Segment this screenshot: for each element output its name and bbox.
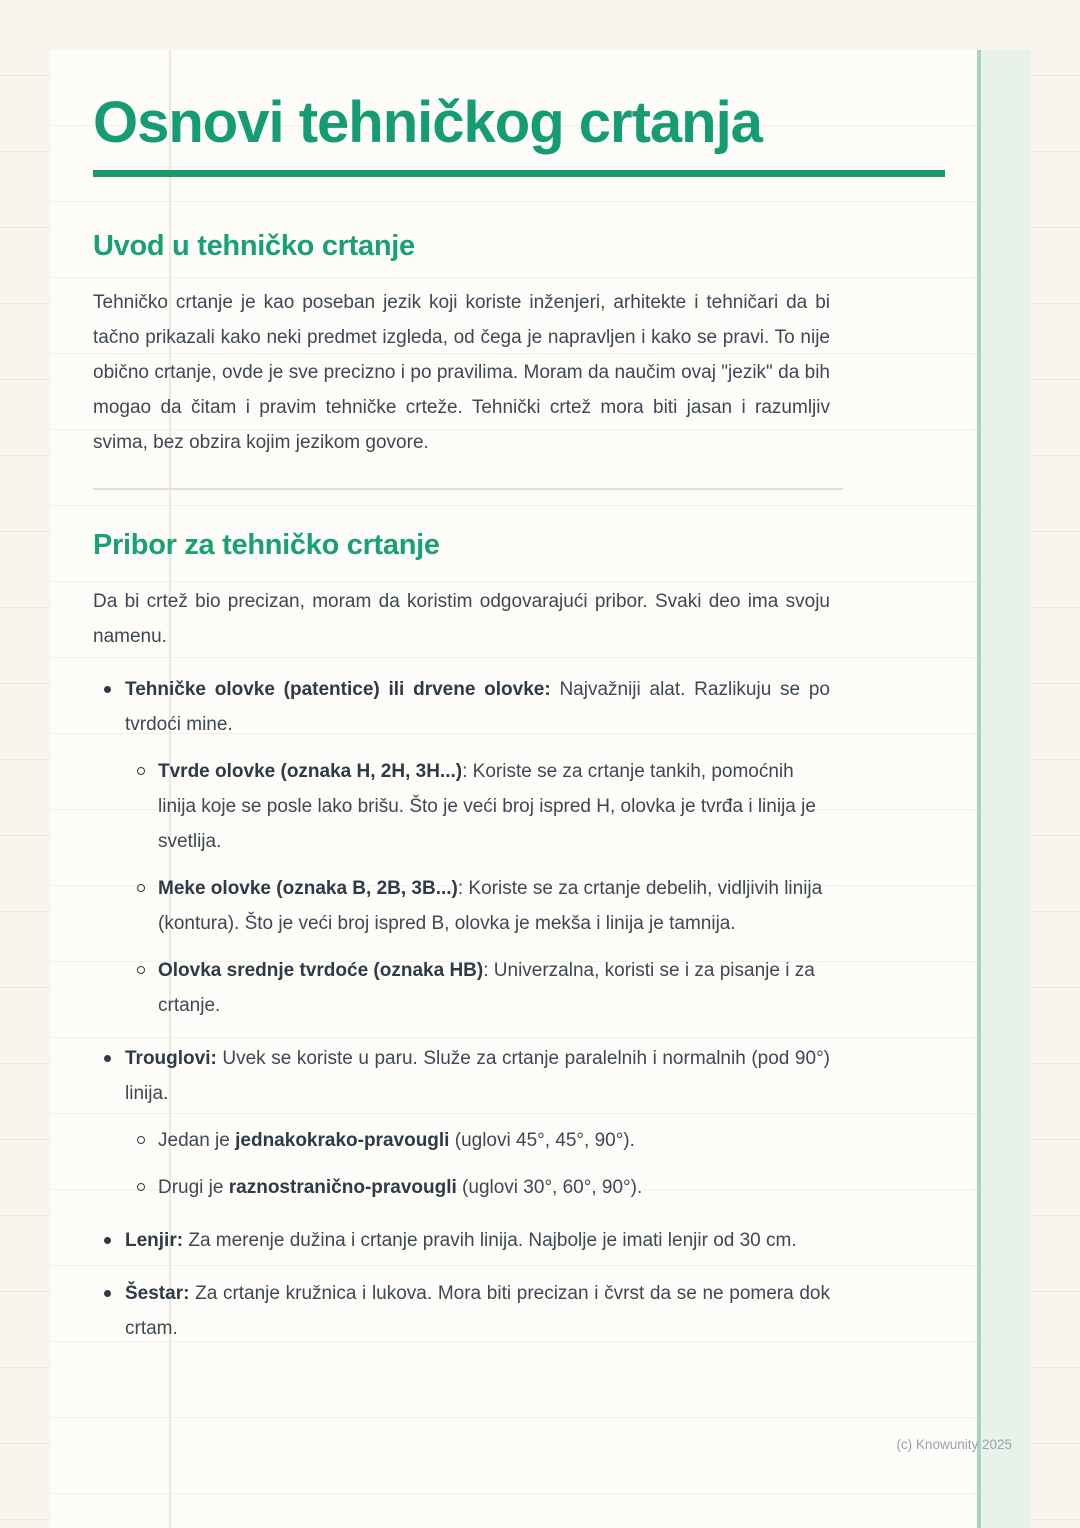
- title-underline-rule: [93, 170, 945, 177]
- item-lead-bold: Trouglovi:: [125, 1048, 217, 1069]
- list-item-hb-pencil: [125, 953, 830, 1023]
- item-text: (uglovi 30°, 60°, 90°).: [456, 1177, 643, 1198]
- section-divider: [93, 488, 843, 490]
- tools-lead-paragraph: Da bi crtež bio precizan, moram da koristim odgovarajući pribor. Svaki deo ima svoju namenu.: [93, 591, 830, 647]
- item-text-pre: Drugi je: [158, 1177, 229, 1198]
- item-text: Uvek se koriste u paru. Služe za crtanje paralelnih i normalnih (pod 90°) linija.: [125, 1048, 830, 1104]
- item-lead-bold: Šestar:: [125, 1283, 190, 1304]
- list-item-compass: [93, 1276, 830, 1346]
- list-item-ruler: [93, 1223, 830, 1258]
- pencils-sub-list: [125, 754, 830, 1023]
- item-inline-bold: jednakokrako-pravougli: [235, 1130, 450, 1151]
- item-text: Za merenje dužina i crtanje pravih linija. Najbolje je imati lenjir od 30 cm.: [183, 1230, 797, 1251]
- tools-list: [93, 672, 830, 1346]
- page-title: Osnovi tehničkog crtanja: [93, 90, 762, 155]
- item-inline-bold: raznostranično-pravougli: [228, 1177, 457, 1198]
- note-page-card: [50, 50, 1031, 1528]
- item-text-pre: Jedan je: [158, 1130, 236, 1151]
- list-item-soft-pencils: [125, 871, 830, 941]
- item-text: (uglovi 45°, 45°, 90°).: [449, 1130, 635, 1151]
- item-lead-bold: Tehničke olovke (patentice) ili drvene olovke:: [125, 679, 551, 700]
- item-lead-bold: Meke olovke (oznaka B, 2B, 3B...): [158, 878, 458, 899]
- page-edge-stripe: [977, 50, 1031, 1528]
- list-item-scalene-triangle: [125, 1170, 830, 1205]
- triangles-sub-list: [125, 1123, 830, 1205]
- item-text: : Univerzalna, koristi se i za pisanje i za crtanje.: [158, 960, 815, 1016]
- item-lead-bold: Olovka srednje tvrdoće (oznaka HB): [158, 960, 484, 981]
- item-text: Najvažniji alat. Razlikuju se po tvrdoći mine.: [125, 679, 830, 735]
- item-text: : Koriste se za crtanje debelih, vidljivih linija (kontura). Što je veći broj ispred B, olovka je mekša i linija je tamnija.: [158, 878, 823, 934]
- list-item-triangles: [93, 1041, 830, 1205]
- item-text: : Koriste se za crtanje tankih, pomoćnih linija koje se posle lako brišu. Što je veći broj ispred H, olovka je tvrđa i linija je svetlija.: [158, 761, 816, 852]
- page-content: [50, 88, 945, 1346]
- section-heading-intro: Uvod u tehničko crtanje: [93, 230, 415, 262]
- section-heading-tools: Pribor za tehničko crtanje: [93, 529, 440, 561]
- item-lead-bold: Tvrde olovke (oznaka H, 2H, 3H...): [158, 761, 463, 782]
- item-lead-bold: Lenjir:: [125, 1230, 184, 1251]
- item-text: Za crtanje kružnica i lukova. Mora biti precizan i čvrst da se ne pomera dok crtam.: [125, 1283, 830, 1339]
- copyright-notice: (c) Knowunity 2025: [896, 1437, 1012, 1452]
- list-item-hard-pencils: [125, 754, 830, 859]
- list-item-isosceles-triangle: [125, 1123, 830, 1158]
- list-item-pencils: [93, 672, 830, 1023]
- intro-paragraph: Tehničko crtanje je kao poseban jezik koji koriste inženjeri, arhitekte i tehničari da bi tačno prikazali kako neki predmet izgleda, od čega je napravljen i kako se pravi. To nije obično crtanje, ovde je sve precizno i po pravilima. Moram da naučim ovaj "jezik" da bih mogao da čitam i pravim tehničke crteže. Tehnički crtež mora biti jasan i razumljiv svima, bez obzira kojim jezikom govore.: [93, 292, 830, 453]
